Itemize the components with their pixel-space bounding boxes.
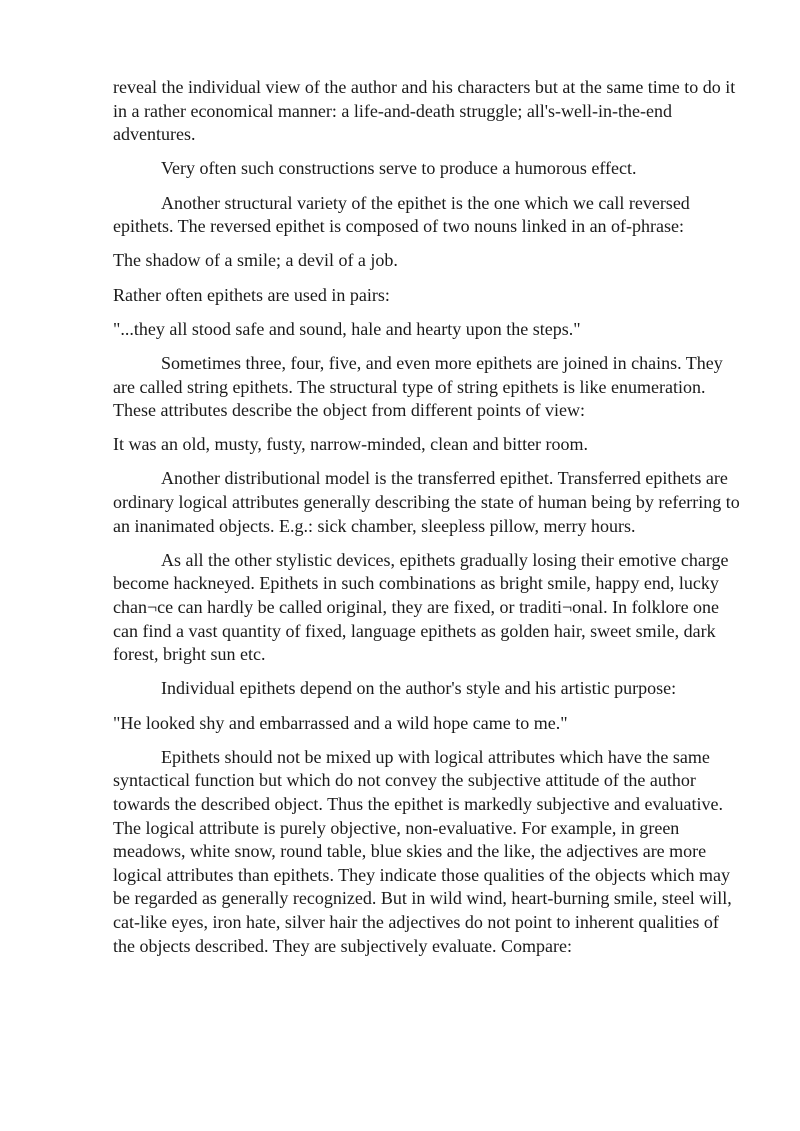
paragraph: Another structural variety of the epithet is the one which we call reversed epithets. The reversed epithet is composed of two nouns linked in an of-phrase: [113,192,690,237]
quote-line: "...they all stood safe and sound, hale and hearty upon the steps." [113,318,581,339]
paragraph: Rather often epithets are used in pairs: [113,284,390,305]
paragraph: Epithets should not be mixed up with logical attributes which have the same syntactical function but which do not convey the subjective attitude of the author towards the described object. Thus the epithet is markedly subjective and evaluative. The logical attribute is purely objective, non-evaluative. For example, in green meadows, white snow, round table, blue skies and the like, the adjectives are more logical attributes than epithets. They indicate those qualities of the objects which may be regarded as generally recognized. But in wild wind, heart-burning smile, steel will, cat-like eyes, iron hate, silver hair the adjectives do not point to inherent qualities of the objects described. They are subjectively evaluate. Compare: [113,746,732,956]
quote-line: "He looked shy and embarrassed and a wild hope came to me." [113,712,568,733]
paragraph: Sometimes three, four, five, and even more epithets are joined in chains. They are called string epithets. The structural type of string epithets is like enumeration. These attributes describe the object from different points of view: [113,352,723,421]
document-page [113,76,745,969]
example-line: It was an old, musty, fusty, narrow-minded, clean and bitter room. [113,434,589,455]
example-line: The shadow of a smile; a devil of a job. [113,250,398,271]
paragraph: reveal the individual view of the author and his characters but at the same time to do it in a rather economical manner: a life-and-death struggle; all's-well-in-the-end adventures. [113,77,736,145]
paragraph: Another distributional model is the transferred epithet. Transferred epithets are ordinary logical attributes generally describing the state of human being by referring to an inanimated objects. E.g.: sick chamber, sleepless pillow, merry hours. [113,468,740,536]
paragraph: As all the other stylistic devices, epithets gradually losing their emotive charge become hackneyed. Epithets in such combinations as bright smile, happy end, lucky chan¬ce can hardly be called original, they are fixed, or traditi¬onal. In folklore one can find a vast quantity of fixed, language epithets as golden hair, sweet smile, dark forest, bright sun etc. [113,549,729,665]
paragraph: Very often such constructions serve to produce a humorous effect. [161,158,637,179]
paragraph: Individual epithets depend on the author's style and his artistic purpose: [161,678,677,699]
